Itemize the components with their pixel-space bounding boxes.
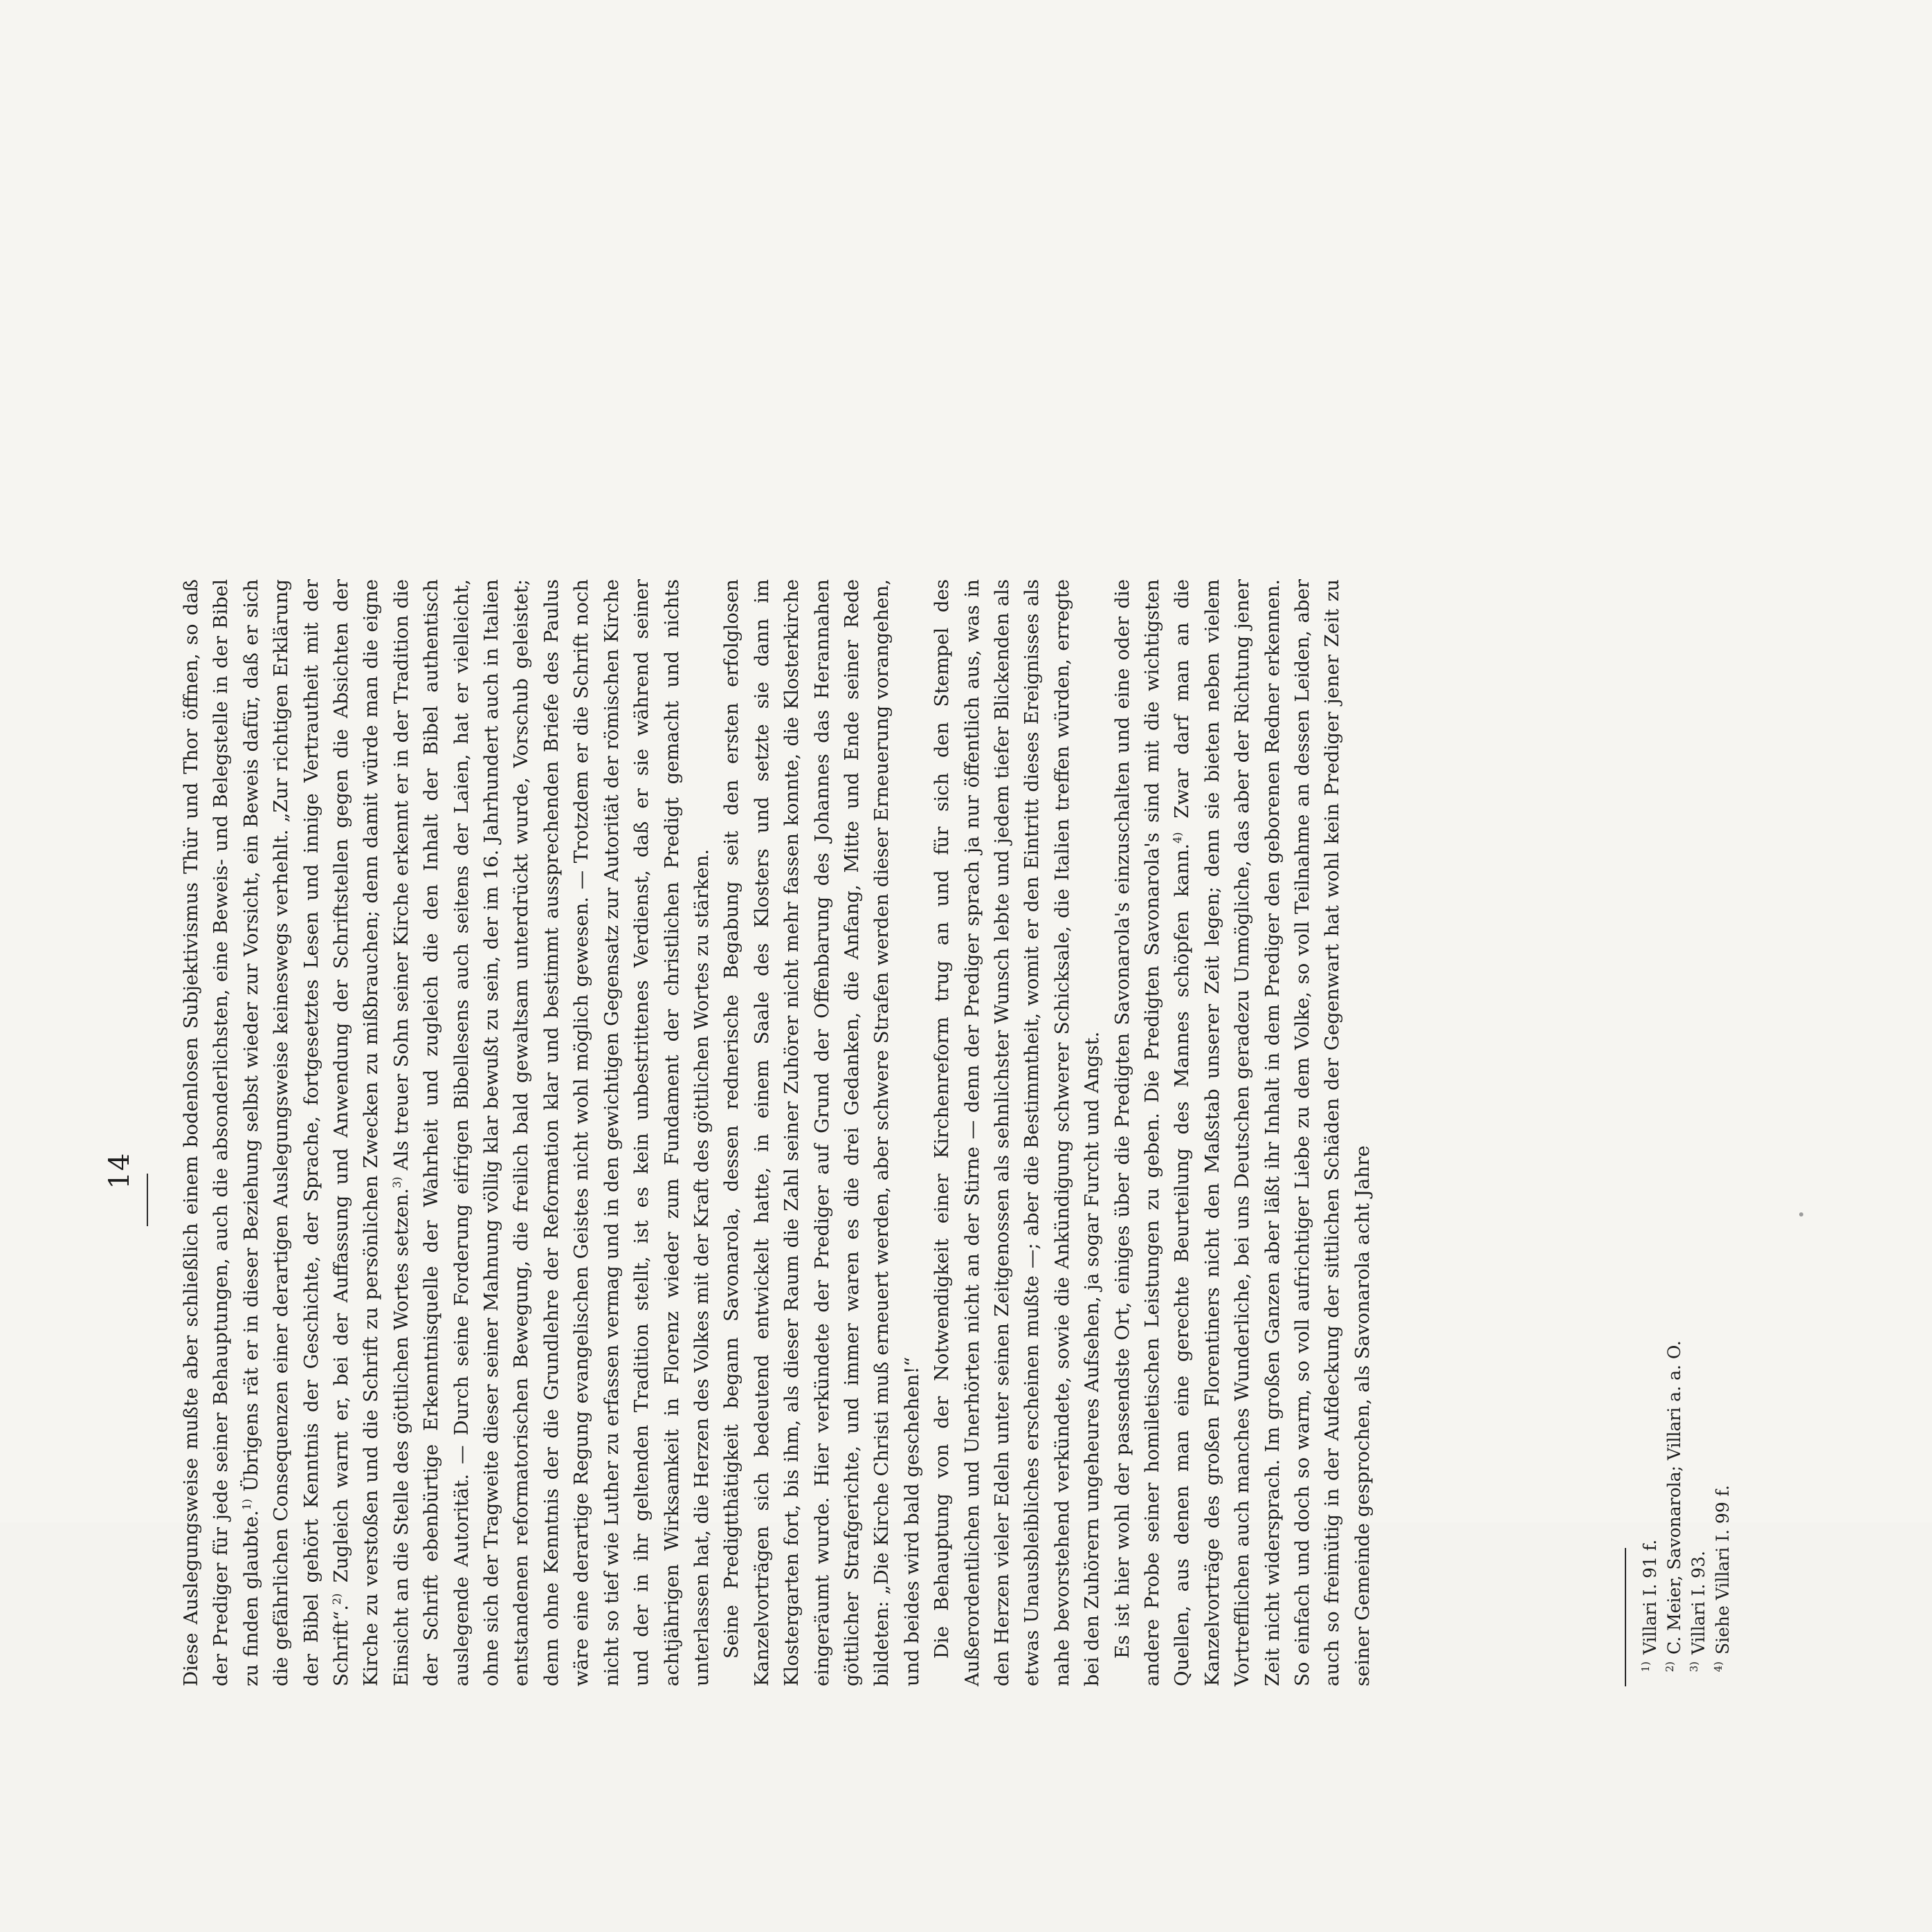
- footnote-2-mark: 2): [1664, 1661, 1676, 1673]
- paragraph-1-text-d: Als treuer Sohn seiner Kirche erkennt er in der Tradition die der Schrift ebenbürtige Erkenntnisquelle der Wahrheit und zugleich die den Inhalt der Bibel authentisch auslegende Autorität. — Durch seine Forderung eifrigen Bibellesens auch seitens der Laien, hat er vielleicht, ohne sich der Tragweite dieser seiner Mahnung völlig klar bewußt zu sein, der im 16. Jahrhundert auch in Italien entstandenen reformatorischen Bewegung, die freilich bald gewaltsam unterdrückt wurde, Vorschub geleistet; denn ohne Kenntnis der die Grundlehre der Reformation klar und bestimmt aussprechenden Briefe des Paulus wäre eine derartige Regung evangelischen Geistes nicht wohl möglich gewesen. — Trotzdem er die Schrift noch nicht so tief wie Luther zu erfassen vermag und in den gewichtigen Gegensatz zur Autorität der römischen Kirche und der in ihr geltenden Tradition stellt, ist es kein unbestrittenes Verdienst, daß er sie während seiner achtjährigen Wirksamkeit in Florenz wieder zum Fundament der christlichen Predigt gemacht und nichts unterlassen hat, die Herzen des Volkes mit der Kraft des göttlichen Wortes zu stärken.: [390, 579, 713, 1686]
- footnote-ref-1: 1): [239, 1498, 253, 1511]
- book-page: [0, 410, 1932, 1932]
- paragraph-1: [176, 579, 717, 1686]
- paragraph-3: Die Behauptung von der Notwendigkeit einer Kirchenreform trug an und für sich den Stempel des Außerordentlichen und Unerhörten nicht an der Stirne — denn der Prediger sprach ja nur öffentlich aus, was in den Herzen vieler Edeln unter seinen Zeitgenossen als sehnlichster Wunsch lebte und jedem tiefer Blickenden als etwas Unausbleibliches erscheinen mußte —; aber die Bestimmtheit, womit er den Eintritt dieses Ereignisses als nahe bevorstehend verkündete, sowie die Ankündigung schwerer Schicksale, die Italien treffen würden, erregte bei den Zuhörern ungeheures Aufsehen, ja sogar Furcht und Angst.: [931, 579, 1104, 1686]
- paragraph-1-text-a: Diese Auslegungsweise mußte aber schließlich einem bodenlosen Subjektivismus Thür und Thor öffnen, so daß der Prediger für jede seiner Behauptungen, auch die absonderlichsten, eine Beweis- und Belegstelle in der Bibel zu finden glaubte.: [180, 579, 262, 1686]
- footnote-1-text: Villari I. 91 f.: [1640, 1539, 1660, 1655]
- footnote-ref-2: 2): [329, 1593, 343, 1605]
- footnote-1: [1638, 1064, 1662, 1686]
- footnotes: [1638, 1064, 1735, 1686]
- footnote-2: [1662, 1064, 1686, 1686]
- paragraph-1-text-b: Übrigens rät er in dieser Beziehung selbst wieder zur Vorsicht, ein Beweis dafür, daß er sich die gefährlichen Consequenzen einer derartigen Auslegungsweise keineswegs verhehlt. „Zur richtigen Erklärung der Bibel gehört Kenntnis der Geschichte, der Sprache, fortgesetztes Lesen und innige Vertrautheit mit der Schrift“.: [239, 579, 353, 1686]
- footnote-ref-4: 4): [1171, 832, 1185, 844]
- paragraph-1-text-c: Zugleich warnt er, bei der Auffassung und Anwendung der Schriftstellen gegen die Absichten der Kirche zu verstoßen und die Schrift zu persönlichen Zwecken zu mißbrauchen; denn damit würde man die eigne Einsicht an die Stelle des göttlichen Wortes setzen.: [330, 579, 412, 1686]
- footnote-4: [1711, 1064, 1735, 1686]
- paragraph-4: [1108, 579, 1378, 1686]
- page-number: 14: [104, 1152, 136, 1190]
- footnote-separator: [1625, 1548, 1626, 1686]
- footnote-3-text: Villari I. 93.: [1688, 1551, 1708, 1655]
- paragraph-4-text-b: Zwar darf man an die Kanzelvorträge des großen Florentiners nicht den Maßstab unserer Zeit legen; denn sie bieten neben vielem Vortrefflichen auch manches Wunderliche, bei uns Deutschen geradezu Unmögliche, das aber der Richtung jener Zeit nicht widersprach. Im großen Ganzen aber läßt ihr Inhalt in dem Prediger den geborenen Redner erkennen. So einfach und doch so warm, so voll aufrichtiger Liebe zu dem Volke, so voll Teilnahme an dessen Leiden, aber auch so freimütig in der Aufdeckung der sittlichen Schäden der Gegenwart hat wohl kein Prediger jener Zeit zu seiner Gemeinde gesprochen, als Savonarola acht Jahre: [1171, 579, 1374, 1686]
- ink-speck: [1799, 1212, 1803, 1216]
- footnote-4-text: Siehe Villari I. 99 f.: [1713, 1485, 1733, 1655]
- footnote-4-mark: 4): [1712, 1661, 1724, 1673]
- page-number-rule: [147, 1174, 148, 1226]
- body-text: [176, 579, 1378, 1686]
- footnote-ref-3: 3): [390, 1176, 403, 1188]
- footnote-1-mark: 1): [1639, 1661, 1652, 1673]
- footnote-3: [1686, 1064, 1711, 1686]
- paragraph-2: Seine Predigtthätigkeit begann Savonarola, dessen rednerische Begabung seit den ersten erfolglosen Kanzelvorträgen sich bedeutend entwickelt hatte, in einem Saale des Klosters und setzte sie dann im Klostergarten fort, bis ihm, als dieser Raum die Zahl seiner Zuhörer nicht mehr fassen konnte, die Klosterkirche eingeräumt wurde. Hier verkündete der Prediger auf Grund der Offenbarung des Johannes das Herannahen göttlicher Strafgerichte, und immer waren es die drei Gedanken, die Anfang, Mitte und Ende seiner Rede bildeten: „Die Kirche Christi muß erneuert werden, aber schwere Strafen werden dieser Erneuerung vorangehen, und beides wird bald geschehen!“: [720, 579, 923, 1686]
- footnote-2-text: C. Meier, Savonarola; Villari a. a. O.: [1664, 1340, 1684, 1655]
- paragraph-4-text-a: Es ist hier wohl der passendste Ort, einiges über die Predigten Savonarola's einzuschalten und eine oder die andere Probe seiner homiletischen Leistungen zu geben. Die Predigten Savonarola's sind mit die wichtigsten Quellen, aus denen man eine gerechte Beurteilung des Mannes schöpfen kann.: [1111, 579, 1194, 1686]
- footnote-3-mark: 3): [1688, 1661, 1700, 1673]
